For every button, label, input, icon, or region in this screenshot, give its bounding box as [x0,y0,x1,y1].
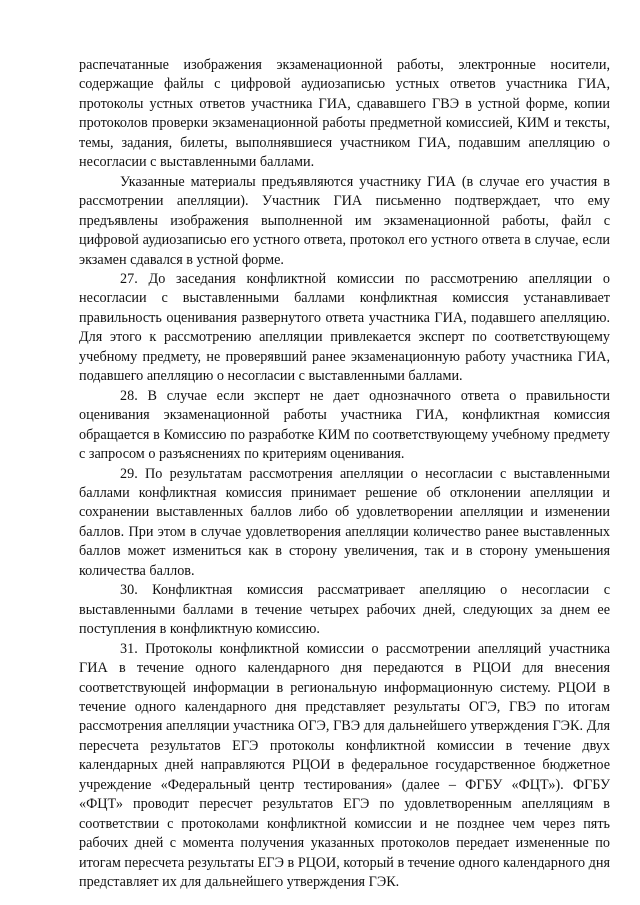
paragraph-item-27: 27. До заседания конфликтной комиссии по рассмотрению апелляции о несогласии с выставленными баллами конфликтная комиссия устанавливает правильность оценивания развернутого ответа участника ГИА, подавшего апелляцию. Для этого к рассмотрению апелляции привлекается эксперт по соответствующему учебному предмету, не проверявший ранее экзаменационную работу участника ГИА, подавшего апелляцию о несогласии с выставленными баллами. [79,270,610,385]
paragraph-item-28: 28. В случае если эксперт не дает однозначного ответа о правильности оценивания экзаменационной работы участника ГИА, конфликтная комиссия обращается в Комиссию по разработке КИМ по соответствующему учебному предмету с запросом о разъяснениях по критериям оценивания. [79,387,610,463]
paragraph-item-31: 31. Протоколы конфликтной комиссии о рассмотрении апелляций участника ГИА в течение одного календарного дня передаются в РЦОИ для внесения соответствующей информации в региональную информационную систему. РЦОИ в течение одного календарного дня представляет результаты ОГЭ, ГВЭ по итогам рассмотрения апелляции участника ОГЭ, ГВЭ для дальнейшего утверждения ГЭК. Для пересчета результатов ЕГЭ протоколы конфликтной комиссии в течение двух календарных дней направляются РЦОИ в федеральное государственное бюджетное учреждение «Федеральный центр тестирования» (далее – ФГБУ «ФЦТ»). ФГБУ «ФЦТ» проводит пересчет результатов ЕГЭ по удовлетворенным апелляциям в соответствии с протоколами конфликтной комиссии и не позднее чем через пять рабочих дней с момента получения указанных протоколов передает измененные по итогам пересчета результаты ЕГЭ в РЦОИ, который в течение одного календарного дня представляет их для дальнейшего утверждения ГЭК. [79,640,610,891]
document-page [79,56,610,892]
paragraph-item-30: 30. Конфликтная комиссия рассматривает апелляцию о несогласии с выставленными баллами в течение четырех рабочих дней, следующих за днем ее поступления в конфликтную комиссию. [79,582,610,638]
paragraph-item-29: 29. По результатам рассмотрения апелляции о несогласии с выставленными баллами конфликтная комиссия принимает решение об отклонении апелляции и сохранении выставленных баллов либо об удовлетворении апелляции и изменении баллов. При этом в случае удовлетворения апелляции количество ранее выставленных баллов может измениться как в сторону увеличения, так и в сторону уменьшения количества баллов. [79,465,610,579]
paragraph-materials-presented: Указанные материалы предъявляются участнику ГИА (в случае его участия в рассмотрении апелляции). Участник ГИА письменно подтверждает, что ему предъявлены изображения выполненной им экзаменационной работы, файл с цифровой аудиозаписью его устного ответа, протокол его устного ответа в случае, если экзамен сдавался в устной форме. [79,173,610,268]
paragraph-continuation: распечатанные изображения экзаменационной работы, электронные носители, содержащие файлы с цифровой аудиозаписью устных ответов участника ГИА, протоколы устных ответов участника ГИА, сдававшего ГВЭ в устной форме, копии протоколов проверки экзаменационной работы предметной комиссией, КИМ и тексты, темы, задания, билеты, выполнявшиеся участником ГИА, подавшим апелляцию о несогласии с выставленными баллами. [79,57,610,171]
